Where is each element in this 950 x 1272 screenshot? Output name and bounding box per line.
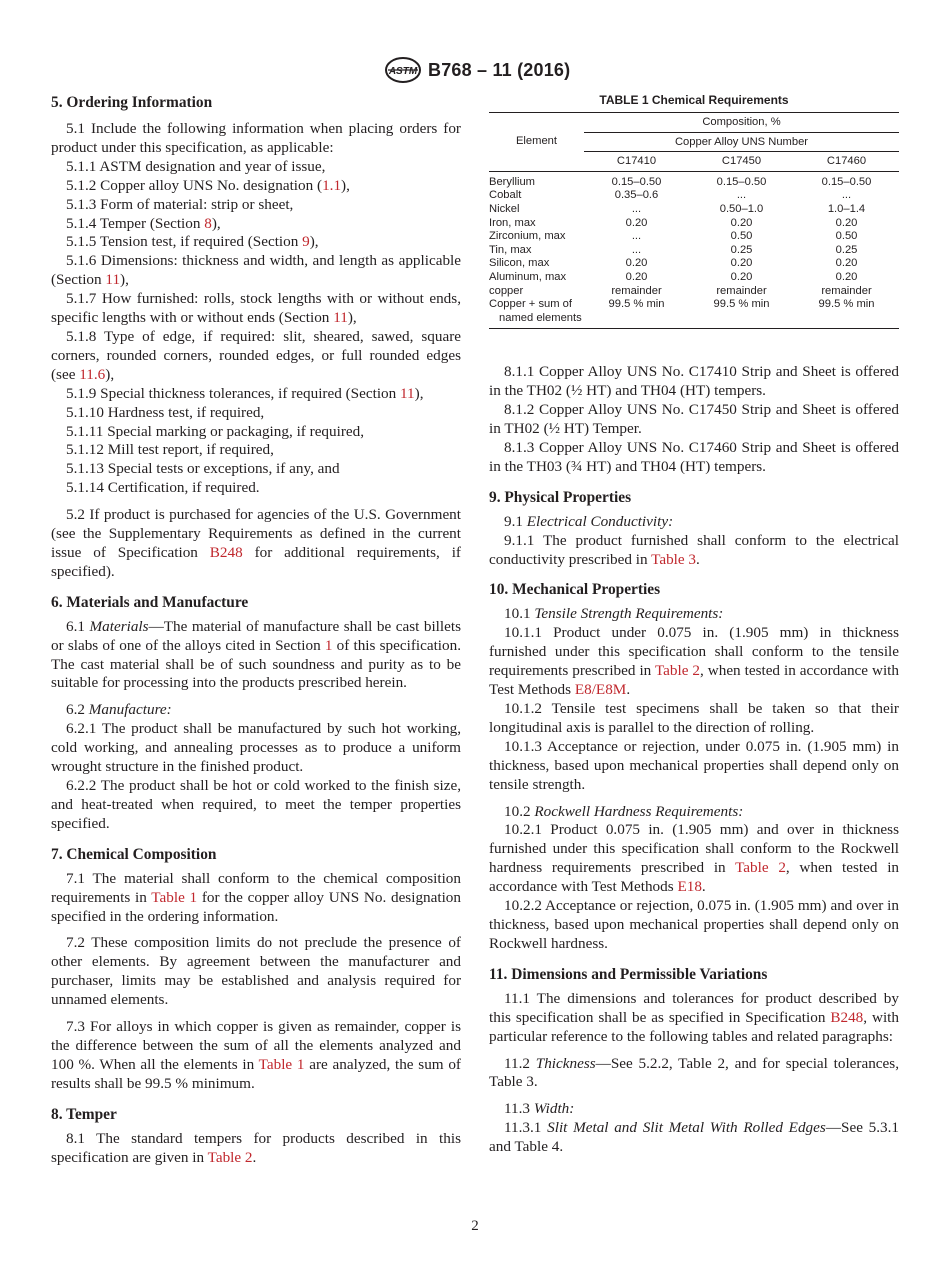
para-6-2: 6.2 Manufacture: — [66, 701, 172, 719]
para-10-1: 10.1 Tensile Strength Requirements: — [504, 605, 724, 623]
link-table-2[interactable]: Table 2 — [654, 662, 700, 680]
para-8-1: 8.1 The standard tempers for products described in this specification are given in Table 2. — [51, 1129, 461, 1166]
link-table-1[interactable]: Table 1 — [151, 888, 198, 906]
link-section-11[interactable]: 11 — [105, 271, 121, 289]
table-row: Beryllium 0.15–0.50 0.15–0.50 0.15–0.50 — [489, 175, 872, 188]
section-10-heading: 10. Mechanical Properties — [489, 581, 661, 599]
para-10-2: 10.2 Rockwell Hardness Requirements: — [504, 802, 744, 820]
link-section-9[interactable]: 9 — [302, 233, 310, 251]
para-5-1-1: 5.1.1 ASTM designation and year of issue, — [66, 157, 326, 175]
para-5-1-5: 5.1.5 Tension test, if required (Section 9), — [66, 233, 319, 251]
right-column — [489, 93, 899, 1157]
table-header-composition: Composition, % — [584, 113, 899, 133]
link-table-2[interactable]: Table 2 — [735, 859, 786, 877]
table-row: Nickel ... 0.50–1.0 1.0–1.4 — [489, 202, 866, 215]
astm-logo-text: ASTM — [388, 66, 418, 77]
section-5-heading: 5. Ordering Information — [51, 94, 213, 111]
page-number: 2 — [471, 1218, 479, 1234]
para-5-1-10: 5.1.10 Hardness test, if required, — [66, 403, 265, 421]
table-header-uns: Copper Alloy UNS Number — [584, 132, 899, 152]
para-7-2: 7.2 These composition limits do not preclude the presence of other elements. By agreement between the manufacturer and purchaser, limits may be established and analysis required for unnamed elements. — [51, 934, 461, 1009]
para-6-2-1: 6.2.1 The product shall be manufactured by such hot working, cold working, and annealing processes as to produce a uniform wrought structure in the finished product. — [51, 720, 461, 776]
link-b248[interactable]: B248 — [830, 1008, 864, 1026]
table-row: Aluminum, max 0.20 0.20 0.20 — [489, 270, 858, 283]
link-b248[interactable]: B248 — [209, 543, 243, 561]
chemical-requirements-table — [489, 112, 899, 329]
table-row: copper remainder remainder remainder — [489, 284, 872, 297]
astm-logo-icon — [384, 57, 422, 83]
link-e8-e8m[interactable]: E8/E8M — [574, 681, 627, 699]
link-e18[interactable]: E18 — [677, 878, 702, 896]
para-11-3: 11.3 Width: — [504, 1100, 575, 1118]
para-5-1-6: 5.1.6 Dimensions: thickness and width, and length as applicable (Section 11), — [51, 252, 461, 289]
para-9-1: 9.1 Electrical Conductivity: — [504, 512, 674, 530]
section-6-heading: 6. Materials and Manufacture — [51, 593, 249, 611]
para-11-3-1: 11.3.1 Slit Metal and Slit Metal With Rolled Edges—See 5.3.1 and Table 4. — [489, 1119, 900, 1156]
para-5-1-8: 5.1.8 Type of edge, if required: slit, sheared, sawed, square corners, rounded corners, rounded edges, or full rounded edges (see 11.6), — [51, 327, 461, 383]
link-11-6[interactable]: 11.6 — [79, 365, 106, 383]
table-1-title: TABLE 1 Chemical Requirements — [599, 93, 789, 107]
para-11-2: 11.2 Thickness—See 5.2.2, Table 2, and for special tolerances, Table 3. — [489, 1054, 899, 1091]
para-10-2-2: 10.2.2 Acceptance or rejection, 0.075 in. (1.905 mm) and over in thickness, based upon mechanical properties shall depend only on Rockwell hardness. — [489, 897, 899, 952]
para-5-1-12: 5.1.12 Mill test report, if required, — [66, 441, 274, 459]
link-section-8[interactable]: 8 — [204, 214, 212, 232]
link-section-11[interactable]: 11 — [400, 384, 415, 402]
para-5-1-9: 5.1.9 Special thickness tolerances, if required (Section 11), — [66, 384, 424, 402]
para-6-2-2: 6.2.2 The product shall be hot or cold worked to the finish size, and heat-treated when required, to meet the temper properties specified. — [51, 777, 461, 832]
para-7-1: 7.1 The material shall conform to the chemical composition requirements in Table 1 for the copper alloy UNS No. designation specified in the ordering information. — [51, 869, 461, 925]
para-5-1-11: 5.1.11 Special marking or packaging, if required, — [66, 422, 365, 440]
para-5-1-2: 5.1.2 Copper alloy UNS No. designation (1.1), — [66, 176, 350, 194]
link-table-3[interactable]: Table 3 — [651, 550, 697, 568]
section-8-heading: 8. Temper — [51, 1105, 117, 1123]
para-5-1-3: 5.1.3 Form of material: strip or sheet, — [66, 195, 294, 213]
para-6-1: 6.1 Materials—The material of manufacture shall be cast billets or slabs of one of the alloys cited in Section 1 of this specification. The cast material shall be of such soundness and purity as to be suitable for processing into the products prescribed herein. — [51, 617, 461, 692]
table-row: Cobalt 0.35–0.6 ... ... — [489, 189, 852, 202]
section-11-heading: 11. Dimensions and Permissible Variations — [489, 965, 768, 983]
para-10-1-2: 10.1.2 Tensile test specimens shall be taken so that their longitudinal axis is parallel to the direction of rolling. — [489, 700, 899, 736]
link-section-11[interactable]: 11 — [333, 309, 348, 327]
para-5-1-7: 5.1.7 How furnished: rolls, stock lengths with or without ends, specific lengths with or without ends (Section 11), — [51, 290, 461, 327]
para-8-1-1: 8.1.1 Copper Alloy UNS No. C17410 Strip and Sheet is offered in the TH02 (½ HT) and TH04 (HT) tempers. — [489, 363, 899, 400]
link-1-1[interactable]: 1.1 — [322, 176, 342, 194]
para-5-1: 5.1 Include the following information when placing orders for product under this specification, as applicable: — [51, 120, 461, 156]
para-8-1-2: 8.1.2 Copper Alloy UNS No. C17450 Strip and Sheet is offered in TH02 (½ HT) Temper. — [489, 401, 899, 438]
link-table-1[interactable]: Table 1 — [258, 1055, 305, 1073]
table-row: Copper + sum of named elements 99.5 % min 99.5 % min 99.5 % min — [489, 298, 899, 329]
left-column — [51, 93, 461, 1168]
para-8-1-3: 8.1.3 Copper Alloy UNS No. C17460 Strip and Sheet is offered in the TH03 (¾ HT) and TH04 (HT) tempers. — [489, 438, 899, 475]
section-9-heading: 9. Physical Properties — [489, 488, 632, 506]
para-5-2: 5.2 If product is purchased for agencies of the U.S. Government (see the Supplementary Requirements as defined in the current issue of Specification B248 for additional requirements, if specified). — [51, 506, 461, 580]
table-header-alloy: C17460 — [794, 152, 899, 172]
para-10-2-1: 10.2.1 Product 0.075 in. (1.905 mm) and over in thickness furnished under this specification shall conform to the Rockwell hardness requirements prescribed in Table 2, when tested in accordance with Test Methods E18. — [489, 821, 900, 896]
table-row: Iron, max 0.20 0.20 0.20 — [489, 216, 858, 229]
table-row: Tin, max ... 0.25 0.25 — [489, 243, 858, 256]
table-header-alloy: C17410 — [584, 152, 689, 172]
para-5-1-14: 5.1.14 Certification, if required. — [66, 479, 260, 497]
table-header-element: Element — [489, 113, 584, 172]
link-table-2[interactable]: Table 2 — [207, 1148, 253, 1166]
table-row: Zirconium, max ... 0.50 0.50 — [489, 230, 858, 243]
para-5-1-4: 5.1.4 Temper (Section 8), — [66, 214, 221, 232]
para-10-1-3: 10.1.3 Acceptance or rejection, under 0.075 in. (1.905 mm) in thickness, based upon mechanical properties shall depend only on tensile strength. — [489, 737, 899, 793]
page-header — [0, 57, 950, 83]
para-9-1-1: 9.1.1 The product furnished shall conform to the electrical conductivity prescribed in Table 3. — [489, 531, 899, 568]
section-7-heading: 7. Chemical Composition — [51, 845, 217, 863]
para-7-3: 7.3 For alloys in which copper is given as remainder, copper is the difference between the sum of all the elements analyzed and 100 %. When all the elements in Table 1 are analyzed, the sum of results shall be 99.5 % minimum. — [51, 1018, 461, 1092]
table-header-alloy: C17450 — [689, 152, 794, 172]
para-10-1-1: 10.1.1 Product under 0.075 in. (1.905 mm) in thickness furnished under this specification shall conform to the tensile requirements prescribed in Table 2, when tested in accordance with Test Methods E8/E8M. — [489, 624, 899, 699]
standard-designation: B768 – 11 (2016) — [428, 60, 571, 80]
table-row: Silicon, max 0.20 0.20 0.20 — [489, 257, 858, 270]
para-5-1-13: 5.1.13 Special tests or exceptions, if any, and — [66, 460, 340, 478]
link-section-1[interactable]: 1 — [324, 636, 333, 654]
para-11-1: 11.1 The dimensions and tolerances for product described by this specification shall be as specified in Specification B248, with particular reference to the following tables and related paragraphs: — [489, 989, 899, 1045]
